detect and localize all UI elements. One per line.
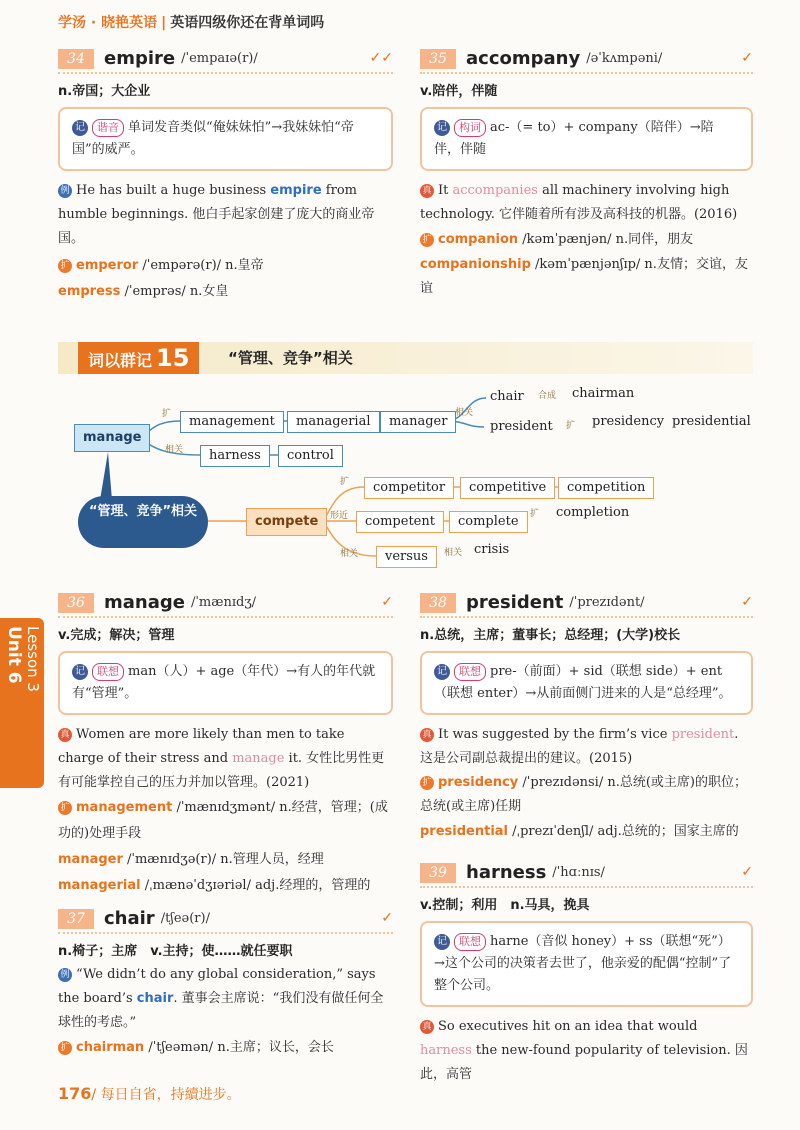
check-icon: ✓ <box>741 50 753 66</box>
node-manage: manage <box>74 424 150 452</box>
meaning: v.控制；利用 n.马具，挽具 <box>420 898 590 913</box>
memory-box <box>58 651 393 715</box>
check-icon: ✓ <box>381 910 393 926</box>
extend-icon: 扩 <box>58 1041 72 1055</box>
example-icon: 例 <box>58 968 72 982</box>
memory-tag: 联想 <box>454 663 486 681</box>
example: 真 Women are more likely than men to take charge of their stress and manage it. 女性比男性更有可能掌控自己的压力并加以管理。(2021) <box>58 727 385 790</box>
memory-icon: 记 <box>434 120 450 136</box>
exam-icon: 真 <box>58 728 72 742</box>
group-badge: 词以群记 15 <box>78 342 199 374</box>
extend-icon: 扩 <box>420 233 434 247</box>
phonetic: /əˈkʌmpəni/ <box>586 51 663 66</box>
node-president: president <box>490 419 553 434</box>
meaning: n.椅子；主席 v.主持；使……就任要职 <box>58 944 293 959</box>
node-versus: versus <box>376 546 437 568</box>
phonetic: /tʃeə(r)/ <box>160 911 210 926</box>
example: 真 So executives hit on an idea that would harness the new-found popularity of television. 因此，高管 <box>420 1019 748 1082</box>
brand: 学汤 · 晓艳英语 <box>58 15 158 31</box>
page-number: 176 <box>58 1084 92 1103</box>
entry-number: 35 <box>420 49 456 69</box>
memory-icon: 记 <box>72 120 88 136</box>
node-crisis: crisis <box>474 542 510 557</box>
meaning: v.陪伴，伴随 <box>420 84 498 99</box>
check-icon: ✓ <box>741 864 753 880</box>
node-managerial: managerial <box>287 411 380 433</box>
example: 例 “We didn’t do any global consideration,” says the board’s chair. 董事会主席说：“我们没有做任何全球性的考虑。” <box>58 967 384 1030</box>
footer-motto: / 每日自省，持續进步。 <box>91 1087 241 1103</box>
memory-icon: 记 <box>434 934 450 950</box>
entry-number: 34 <box>58 49 94 69</box>
phonetic: /ˈprezɪdənt/ <box>569 595 645 610</box>
headword: accompany <box>466 48 581 69</box>
entry-chair <box>58 908 393 1061</box>
memory-text: ac-（= to）+ company（陪伴）→陪伴，伴随 <box>434 120 714 157</box>
derivative: 扩 emperor /ˈempərə(r)/ n.皇帝 <box>58 253 393 279</box>
example: 真 It was suggested by the firm’s vice president. 这是公司副总裁提出的建议。(2015) <box>420 727 739 766</box>
headword: chair <box>104 908 155 929</box>
node-harness: harness <box>200 445 270 467</box>
exam-icon: 真 <box>420 728 434 742</box>
entry-president <box>420 592 753 845</box>
derivative: empress /ˈemprəs/ n.女皇 <box>58 284 229 299</box>
derivative: companionship /kəmˈpænjənʃɪp/ n.友情；交谊，友谊 <box>420 257 748 296</box>
entry-number: 38 <box>420 593 456 613</box>
node-chairman: chairman <box>572 386 635 401</box>
check-icon: ✓ <box>741 594 753 610</box>
derivative: managerial /ˌmænəˈdʒɪəriəl/ adj.经理的，管理的 <box>58 878 371 893</box>
page-header: 学汤 · 晓艳英语 | 英语四级你还在背单词吗 <box>58 15 325 31</box>
entry-number: 37 <box>58 909 94 929</box>
entry-number: 39 <box>420 863 456 883</box>
page-footer <box>58 1084 241 1104</box>
entry-manage <box>58 592 393 899</box>
mindmap-cloud: “管理、竞争”相关 <box>78 496 208 548</box>
node-chair: chair <box>490 389 524 404</box>
memory-tag: 联想 <box>454 933 486 951</box>
book-title: 英语四级你还在背单词吗 <box>170 15 325 31</box>
derivative: 扩 management /ˈmænɪdʒmənt/ n.经营，管理；(成功的)处理手段 <box>58 800 388 841</box>
derivative: manager /ˈmænɪdʒə(r)/ n.管理人员，经理 <box>58 852 324 867</box>
exam-icon: 真 <box>420 184 434 198</box>
example: 真 It accompanies all machinery involving high technology. 它伴随着所有涉及高科技的机器。(2016) <box>420 183 738 222</box>
extend-icon: 扩 <box>420 776 434 790</box>
phonetic: /ˈempaɪə(r)/ <box>181 51 258 66</box>
headword: harness <box>466 862 547 883</box>
memory-icon: 记 <box>434 664 450 680</box>
node-complete: complete <box>449 511 528 533</box>
meaning: n.帝国；大企业 <box>58 84 151 99</box>
memory-text: man（人）+ age（年代）→有人的年代就有“管理”。 <box>72 664 376 701</box>
headword: manage <box>104 592 185 613</box>
example: 例 He has built a huge business empire from humble beginnings. 他白手起家创建了庞大的商业帝国。 <box>58 183 375 246</box>
memory-text: 单词发音类似“俺妹妹怕”→我妹妹怕“帝国”的威严。 <box>72 120 354 157</box>
memory-box <box>420 921 753 1007</box>
headword: empire <box>104 48 176 69</box>
node-compete: compete <box>246 508 327 536</box>
node-competition: competition <box>558 477 654 499</box>
node-competent: competent <box>356 511 444 533</box>
memory-tag: 构词 <box>454 119 486 137</box>
phonetic: /ˈhɑːnɪs/ <box>552 865 605 880</box>
node-management: management <box>180 411 284 433</box>
node-presidency: presidency <box>592 414 665 429</box>
example-icon: 例 <box>58 184 72 198</box>
meaning: v.完成；解决；管理 <box>58 628 175 643</box>
entry-harness <box>420 862 753 1087</box>
derivative: presidential /ˌprezɪˈdenʃl/ adj.总统的；国家主席的 <box>420 824 739 839</box>
headword: president <box>466 592 564 613</box>
memory-tag: 联想 <box>92 663 124 681</box>
memory-tag: 谐音 <box>92 119 124 137</box>
memory-icon: 记 <box>72 664 88 680</box>
node-competitor: competitor <box>364 477 454 499</box>
node-competitive: competitive <box>460 477 555 499</box>
memory-text: pre-（前面）+ sid（联想 side）+ ent（联想 enter）→从前面侧门进来的人是“总经理”。 <box>434 664 732 701</box>
exam-icon: 真 <box>420 1020 434 1034</box>
meaning: n.总统，主席；董事长；总经理；(大学)校长 <box>420 628 681 643</box>
node-completion: completion <box>556 505 630 520</box>
node-control: control <box>278 445 343 467</box>
check-icon: ✓✓ <box>369 50 393 66</box>
derivative: 扩 companion /kəmˈpænjən/ n.同伴，朋友 <box>420 227 753 253</box>
phonetic: /ˈmænɪdʒ/ <box>190 595 257 610</box>
derivative: 扩 presidency /ˈprezɪdənsi/ n.总统(或主席)的职位；总统(或主席)任期 <box>420 775 747 814</box>
unit-tab: Unit 6 Lesson 3 <box>0 618 44 788</box>
memory-text: harne（音似 honey）+ ss（联想“死”）→这个公司的决策者去世了，他亲爱的配偶“控制”了整个公司。 <box>434 934 732 993</box>
entry-number: 36 <box>58 593 94 613</box>
node-manager: manager <box>380 411 456 433</box>
node-presidential: presidential <box>672 414 751 429</box>
check-icon: ✓ <box>381 594 393 610</box>
group-title: “管理、竞争”相关 <box>228 349 353 367</box>
derivative: 扩 chairman /ˈtʃeəmən/ n.主席；议长，会长 <box>58 1035 393 1061</box>
extend-icon: 扩 <box>58 259 72 273</box>
memory-box <box>420 651 753 715</box>
extend-icon: 扩 <box>58 801 72 815</box>
